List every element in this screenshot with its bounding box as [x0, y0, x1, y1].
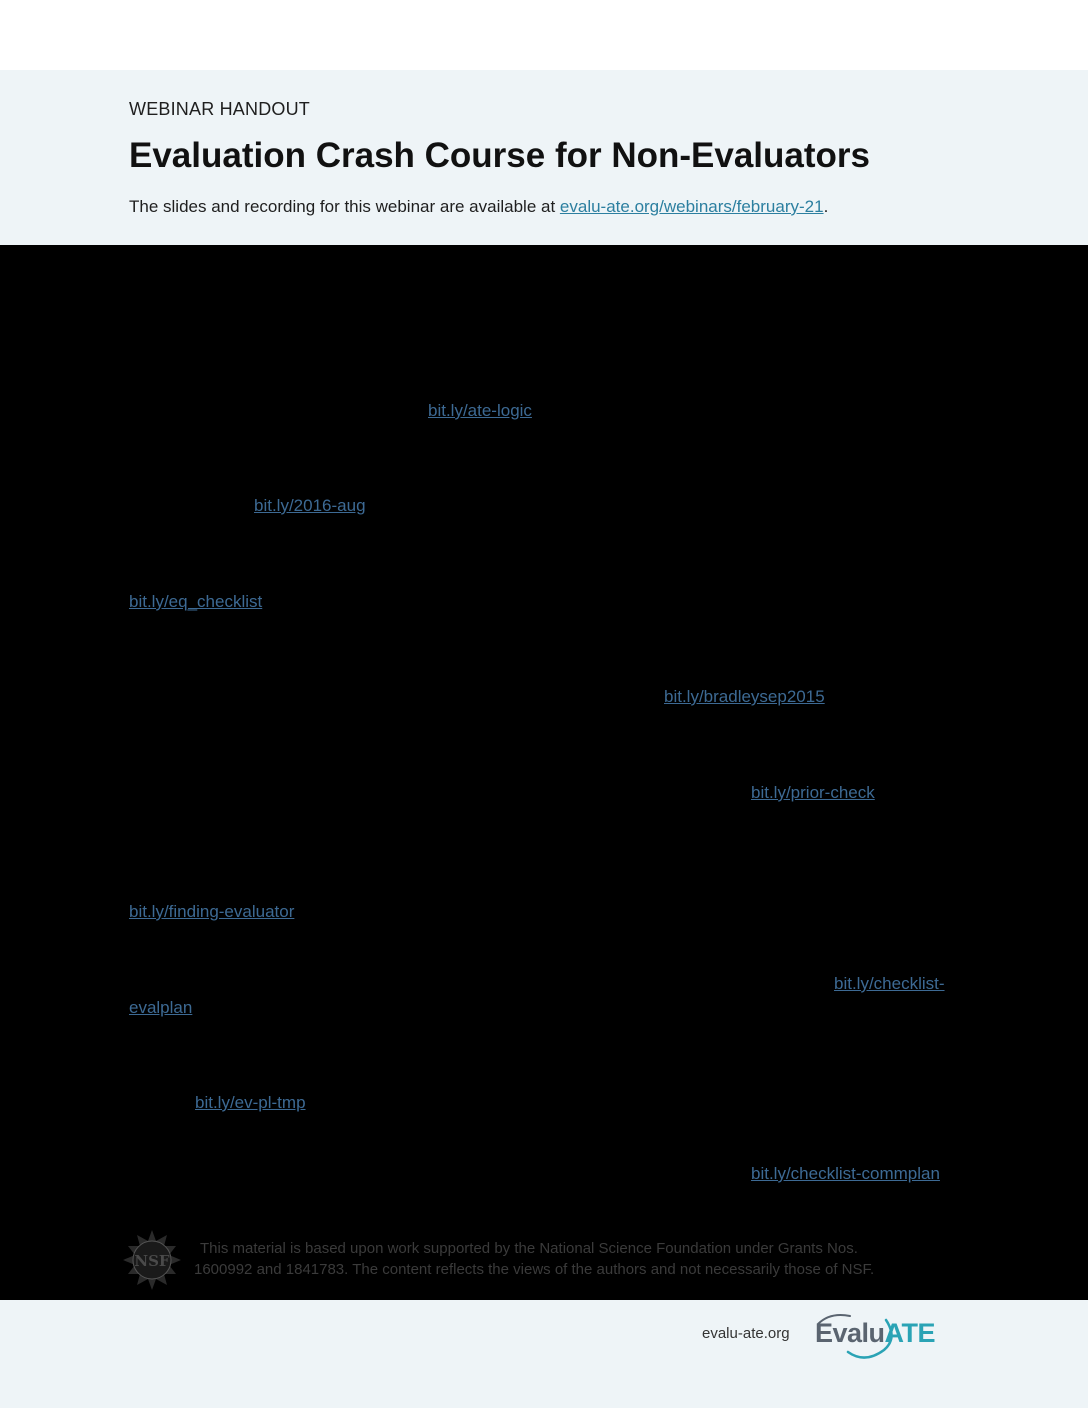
resource-link-ate-logic[interactable]: bit.ly/ate-logic [428, 401, 532, 420]
document-subtitle [129, 197, 828, 217]
nsf-acknowledgment-line-1: This material is based upon work supported by the National Science Foundation under Grants Nos. [200, 1240, 858, 1257]
logo-text-evalu: Evalu [815, 1318, 885, 1348]
resource-link-eq-checklist[interactable]: bit.ly/eq_checklist [129, 592, 263, 611]
logo-text-ate: ATE [884, 1318, 936, 1348]
resource-link-prior-check[interactable]: bit.ly/prior-check [751, 783, 875, 802]
resource-link-checklist-evalplan[interactable]: bit.ly/checklist- [834, 974, 945, 993]
resource-link-checklist-commplan[interactable]: bit.ly/checklist-commplan [751, 1164, 940, 1183]
resource-link-ev-pl-tmp[interactable]: bit.ly/ev-pl-tmp [195, 1093, 306, 1112]
resource-link-bradleysep2015[interactable]: bit.ly/bradleysep2015 [664, 687, 825, 706]
resource-link-2016-aug[interactable]: bit.ly/2016-aug [254, 496, 366, 515]
nsf-acknowledgment-line-2: 1600992 and 1841783. The content reflects the views of the authors and not necessarily those of NSF. [194, 1261, 875, 1278]
resource-link-finding-evaluator[interactable]: bit.ly/finding-evaluator [129, 902, 295, 921]
nsf-acknowledgment [194, 1238, 954, 1280]
document-kicker: WEBINAR HANDOUT [129, 99, 311, 119]
footer-url[interactable]: evalu-ate.org [702, 1325, 790, 1342]
evaluate-logo [815, 1318, 935, 1349]
nsf-seal-text: NSF [134, 1252, 170, 1270]
resource-link-checklist-evalplan-cont[interactable]: evalplan [129, 998, 193, 1017]
subtitle-period: . [823, 197, 829, 216]
content-area [0, 245, 1088, 1300]
webinar-link[interactable]: evalu-ate.org/webinars/february-21 [559, 197, 824, 216]
top-margin [0, 0, 1088, 70]
subtitle-text: The slides and recording for this webinar are available at [129, 197, 560, 216]
document-title: Evaluation Crash Course for Non-Evaluators [129, 136, 870, 175]
nsf-seal-logo [121, 1229, 183, 1291]
